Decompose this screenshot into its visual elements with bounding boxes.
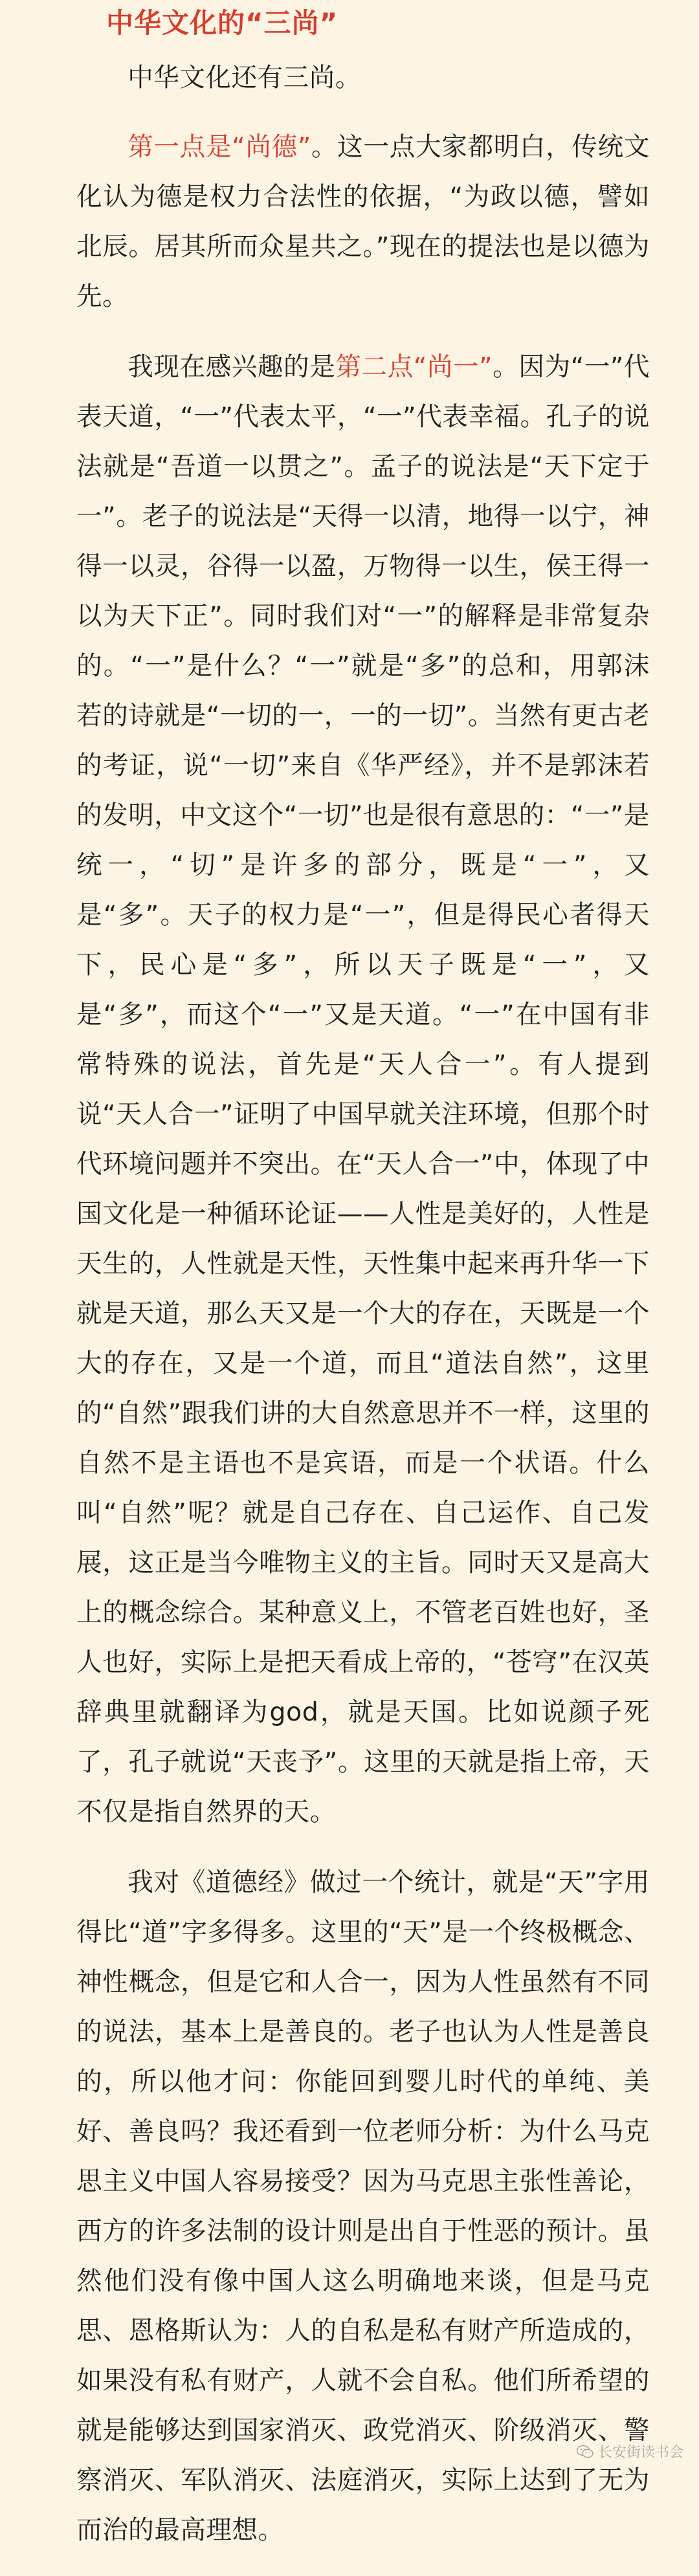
article: [76, 5, 650, 2576]
paragraph-2: [76, 122, 650, 322]
paragraph-1-text: 中华文化还有三尚。: [128, 63, 361, 93]
wechat-icon: [576, 2445, 594, 2459]
paragraph-3: [76, 342, 650, 1837]
highlight-shangde: 第一点是“尚德”: [128, 132, 311, 162]
paragraph-4: [76, 1858, 650, 2555]
watermark: [576, 2441, 683, 2461]
section-heading: 中华文化的“三尚”: [106, 7, 338, 39]
paragraph-1: [76, 53, 650, 103]
paragraph-3-text: 。因为“一”代表天道，“一”代表太平，“一”代表幸福。孔子的说法就是“吾道一以贯之”。孟子的说法是“天下定于一”。老子的说法是“天得一以清，地得一以宁，神得一以灵，谷得一以盈，万物得一以生，侯王得一以为天下正”。同时我们对“一”的解释是非常复杂的。“一”是什么？“一”就是“多”的总和，用郭沫若的诗就是“一切的一，一的一切”。当然有更古老的考证，说“一切”来自《华严经》，并不是郭沫若的发明，中文这个“一切”也是很有意思的：“一”是统一，“切”是许多的部分，既是“一”，又是“多”。天子的权力是“一”，但是得民心者得天下，民心是“多”，所以天子既是“一”，又是“多”，而这个“一”又是天道。“一”在中国有非常特殊的说法，首先是“天人合一”。有人提到说“天人合一”证明了中国早就关注环境，但那个时代环境问题并不突出。在“天人合一”中，体现了中国文化是一种循环论证——人性是美好的，人性是天生的，人性就是天性，天性集中起来再升华一下就是天道，那么天又是一个大的存在，天既是一个大的存在，又是一个道，而且“道法自然”，这里的“自然”跟我们讲的大自然意思并不一样，这里的自然不是主语也不是宾语，而是一个状语。什么叫“自然”呢？就是自己存在、自己运作、自己发展，这正是当今唯物主义的主旨。同时天又是高大上的概念综合。某种意义上，不管老百姓也好，圣人也好，实际上是把天看成上帝的，“苍穹”在汉英辞典里就翻译为god，就是天国。比如说颜子死了，孔子就说“天丧予”。这里的天就是指上帝，天不仅是指自然界的天。: [76, 352, 650, 1827]
paragraph-3-lead: 我现在感兴趣的是: [128, 352, 336, 382]
paragraph-4-text: 我对《道德经》做过一个统计，就是“天”字用得比“道”字多得多。这里的“天”是一个终极概念、神性概念，但是它和人合一，因为人性虽然有不同的说法，基本上是善良的。老子也认为人性是善良的，所以他才问：你能回到婴儿时代的单纯、美好、善良吗？我还看到一位老师分析：为什么马克思主义中国人容易接受？因为马克思主张性善论，西方的许多法制的设计则是出自于性恶的预计。虽然他们没有像中国人这么明确地来谈，但是马克思、恩格斯认为：人的自私是私有财产所造成的，如果没有私有财产，人就不会自私。他们所希望的就是能够达到国家消灭、政党消灭、阶级消灭、警察消灭、军队消灭、法庭消灭，实际上达到了无为而治的最高理想。: [76, 1867, 650, 2545]
highlight-shangyi: 第二点“尚一”: [335, 352, 493, 382]
paragraph-2-text: 。这一点大家都明白，传统文化认为德是权力合法性的依据，“为政以德，譬如北辰。居其所而众星共之。”现在的提法也是以德为先。: [76, 132, 650, 311]
watermark-text: 长安街读书会: [597, 2445, 683, 2461]
